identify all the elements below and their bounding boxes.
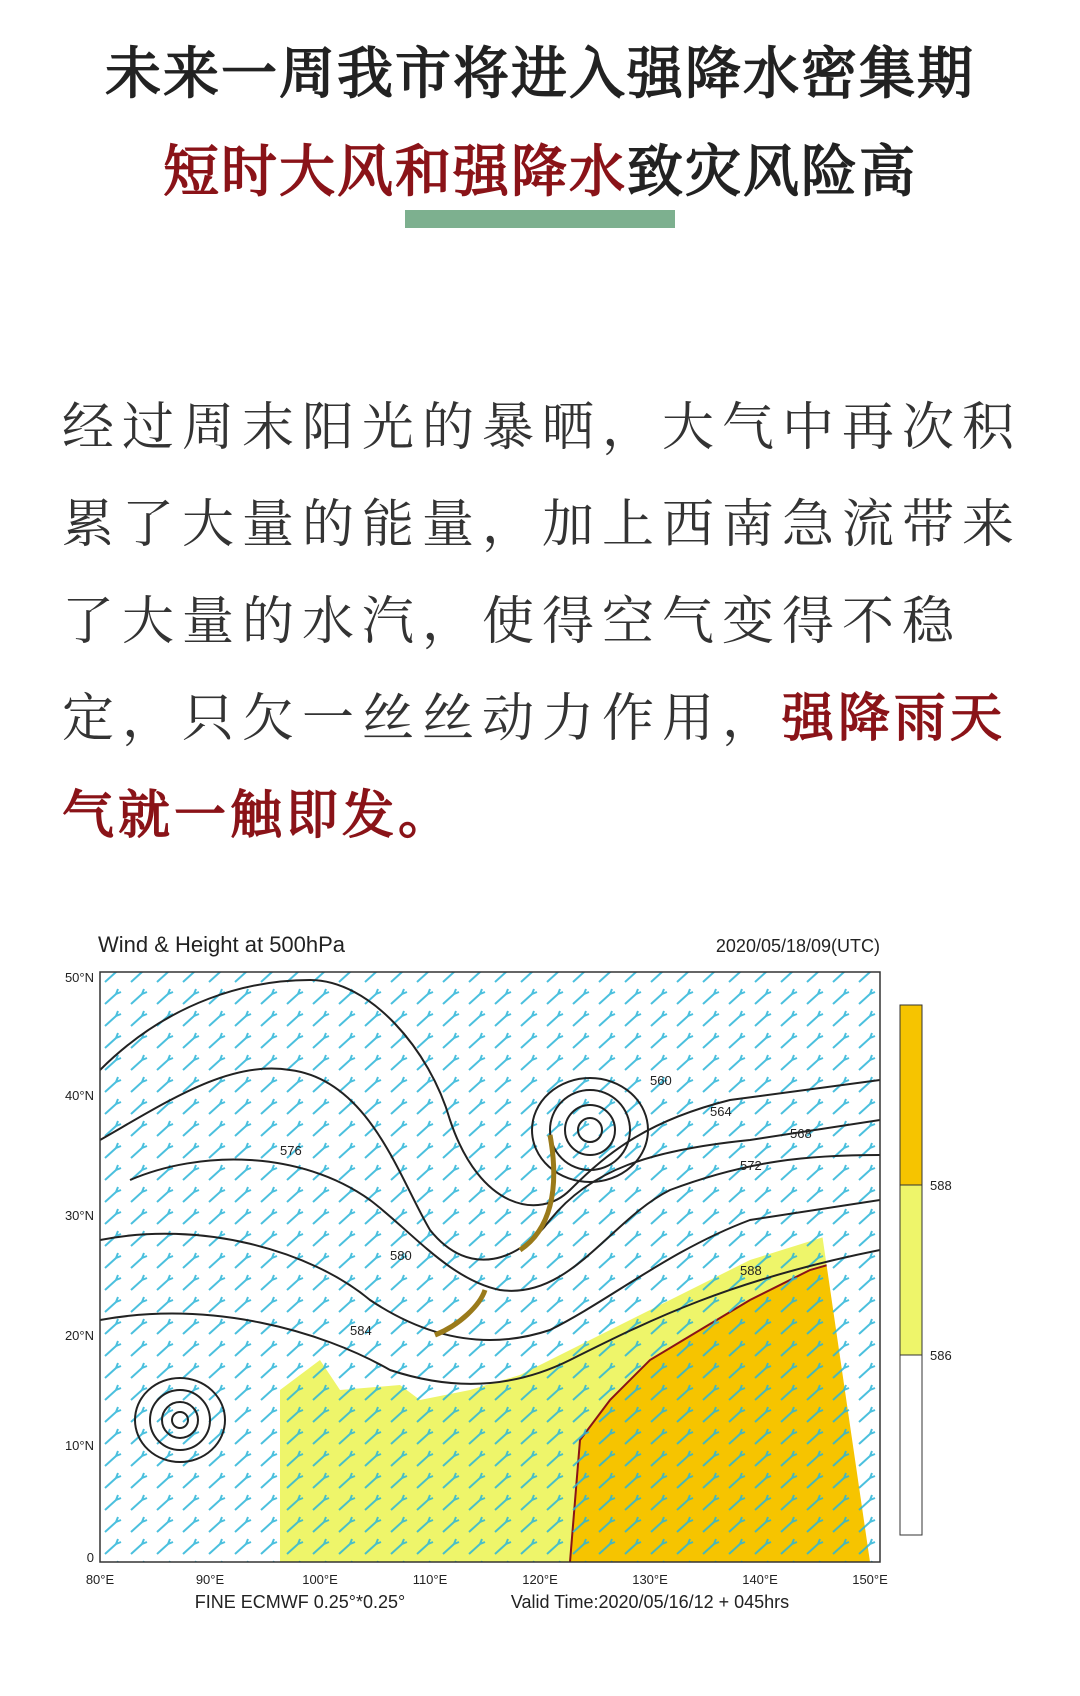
lon-label: 90°E xyxy=(195,1572,225,1587)
weather-map xyxy=(50,920,990,1660)
body-highlight: 强降雨天气就一触即发。 xyxy=(62,689,1007,846)
body-text: 经过周末阳光的暴晒，大气中再次积累了大量的能量，加上西南急流带来了大量的水汽，使得空气变得不稳定，只欠一丝丝动力作用， xyxy=(62,398,1023,749)
lon-label: 140°E xyxy=(742,1572,778,1587)
headline-highlight: 短时大风和强降水 xyxy=(163,140,627,205)
contour-label: 580 xyxy=(390,1248,412,1263)
headline-rest: 致灾风险高 xyxy=(627,140,917,205)
contour-label: 560 xyxy=(650,1073,672,1088)
contour-label: 588 xyxy=(740,1263,762,1278)
lon-label: 110°E xyxy=(412,1572,448,1587)
contour-label: 572 xyxy=(740,1158,762,1173)
contour-label: 568 xyxy=(790,1126,812,1141)
contour-label: 564 xyxy=(710,1104,732,1119)
colorbar xyxy=(900,1005,952,1535)
lon-label: 150°E xyxy=(852,1572,888,1587)
colorbar-label: 588 xyxy=(930,1178,952,1193)
contour-label: 576 xyxy=(280,1143,302,1158)
headline-line1: 未来一周我市将进入强降水密集期 xyxy=(105,42,975,107)
lat-label: 0 xyxy=(86,1550,94,1565)
lon-label: 80°E xyxy=(85,1572,115,1587)
lat-label: 10°N xyxy=(64,1438,94,1453)
map-timestamp: 2020/05/18/09(UTC) xyxy=(715,936,880,956)
lon-label: 130°E xyxy=(632,1572,668,1587)
contour-label: 584 xyxy=(350,1323,372,1338)
lat-label: 30°N xyxy=(64,1208,94,1223)
headline-line2 xyxy=(0,128,1080,208)
body-paragraph xyxy=(62,380,1022,865)
map-source: FINE ECMWF 0.25°*0.25° xyxy=(194,1592,406,1612)
lon-label: 120°E xyxy=(522,1572,558,1587)
map-valid-time: Valid Time:2020/05/16/12 + 045hrs xyxy=(510,1592,790,1612)
lat-label: 40°N xyxy=(64,1088,94,1103)
colorbar-label: 586 xyxy=(930,1348,952,1363)
map-title: Wind & Height at 500hPa xyxy=(98,932,346,957)
lat-label: 20°N xyxy=(64,1328,94,1343)
lon-label: 100°E xyxy=(302,1572,338,1587)
title-underline-bar xyxy=(405,210,675,228)
lat-label: 50°N xyxy=(64,970,94,985)
